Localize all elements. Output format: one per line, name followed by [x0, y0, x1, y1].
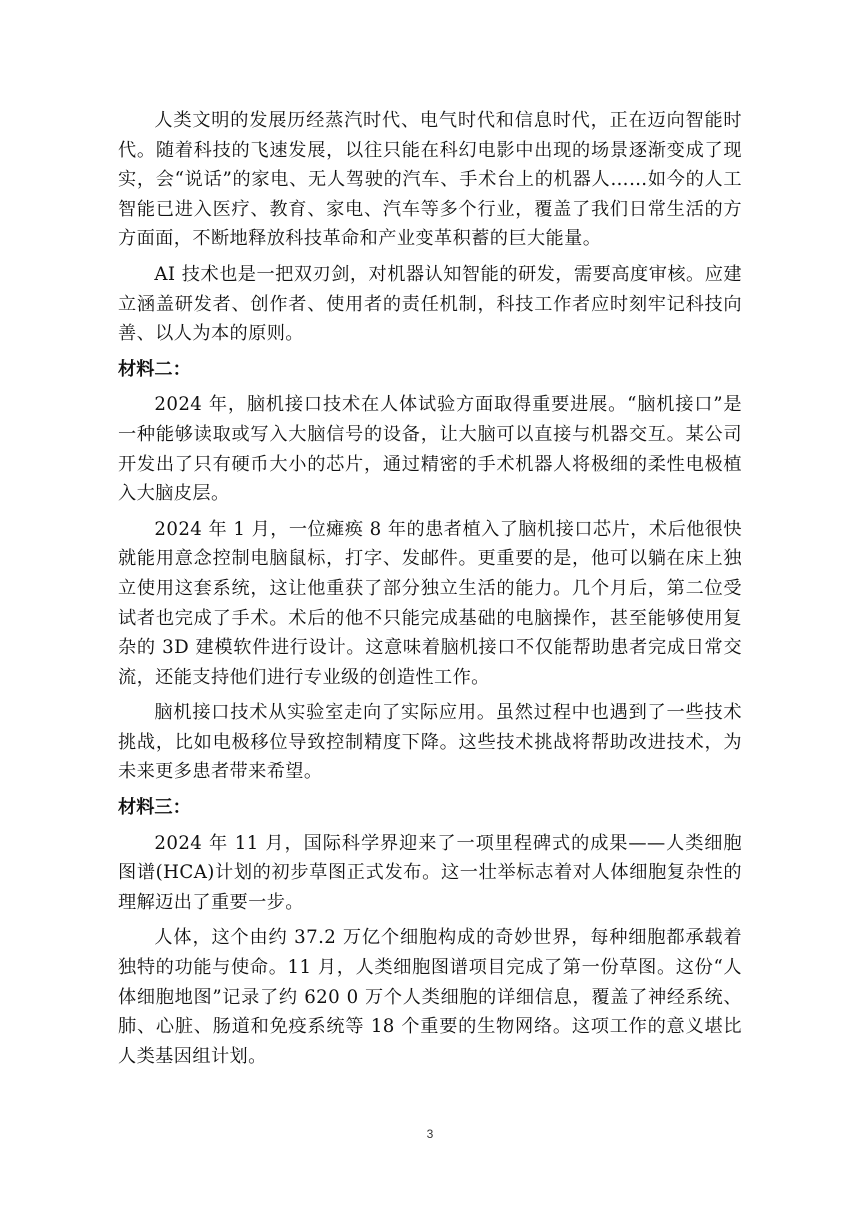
material-2-heading: 材料二： — [118, 358, 191, 380]
page-number: 3 — [426, 1127, 434, 1141]
material-3-heading: 材料三： — [118, 797, 191, 819]
intro-paragraph-1: 人类文明的发展历经蒸汽时代、电气时代和信息时代，正在迈向智能时代。随着科技的飞速发展，以往只能在科幻电影中出现的场景逐渐变成了现实，会“说话”的家电、无人驾驶的汽车、手术台上的机器人……如今的人工智能已进入医疗、教育、家电、汽车等多个行业，覆盖了我们日常生活的方方面面，不断地释放科技革命和产业变革积蓄的巨大能量。 — [118, 110, 742, 250]
material-2-paragraph-3: 脑机接口技术从实验室走向了实际应用。虽然过程中也遇到了一些技术挑战，比如电极移位导致控制精度下降。这些技术挑战将帮助改进技术，为未来更多患者带来希望。 — [118, 702, 742, 783]
intro-paragraph-2: AI 技术也是一把双刃剑，对机器认知智能的研发，需要高度审核。应建立涵盖研发者、创作者、使用者的责任机制，科技工作者应时刻牢记科技向善、以人为本的原则。 — [118, 263, 742, 345]
material-2-paragraph-2: 2024 年 1 月，一位瘫痪 8 年的患者植入了脑机接口芯片，术后他很快就能用意念控制电脑鼠标，打字、发邮件。更重要的是，他可以躺在床上独立使用这套系统，这让他重获了部分独立生活的能力。几个月后，第二位受试者也完成了手术。术后的他不只能完成基础的电脑操作，甚至能够使用复杂的 3D 建模软件进行设计。这意味着脑机接口不仅能帮助患者完成日常交流，还能支持他们进行专业级的创造性工作。 — [118, 518, 742, 688]
material-3-paragraph-1: 2024 年 11 月，国际科学界迎来了一项里程碑式的成果——人类细胞图谱(HCA)计划的初步草图正式发布。这一壮举标志着对人体细胞复杂性的理解迈出了重要一步。 — [118, 832, 742, 913]
material-3-paragraph-2: 人体，这个由约 37.2 万亿个细胞构成的奇妙世界，每种细胞都承载着独特的功能与使命。11 月，人类细胞图谱项目完成了第一份草图。这份“人体细胞地图”记录了约 620 0 万个人类细胞的详细信息，覆盖了神经系统、肺、心脏、肠道和免疫系统等 18 个重要的生物网络。这项工作的意义堪比人类基因组计划。 — [118, 927, 742, 1067]
document-body — [118, 106, 742, 1077]
material-2-paragraph-1: 2024 年，脑机接口技术在人体试验方面取得重要进展。“脑机接口”是一种能够读取或写入大脑信号的设备，让大脑可以直接与机器交互。某公司开发出了只有硬币大小的芯片，通过精密的手术机器人将极细的柔性电极植入大脑皮层。 — [118, 394, 742, 505]
